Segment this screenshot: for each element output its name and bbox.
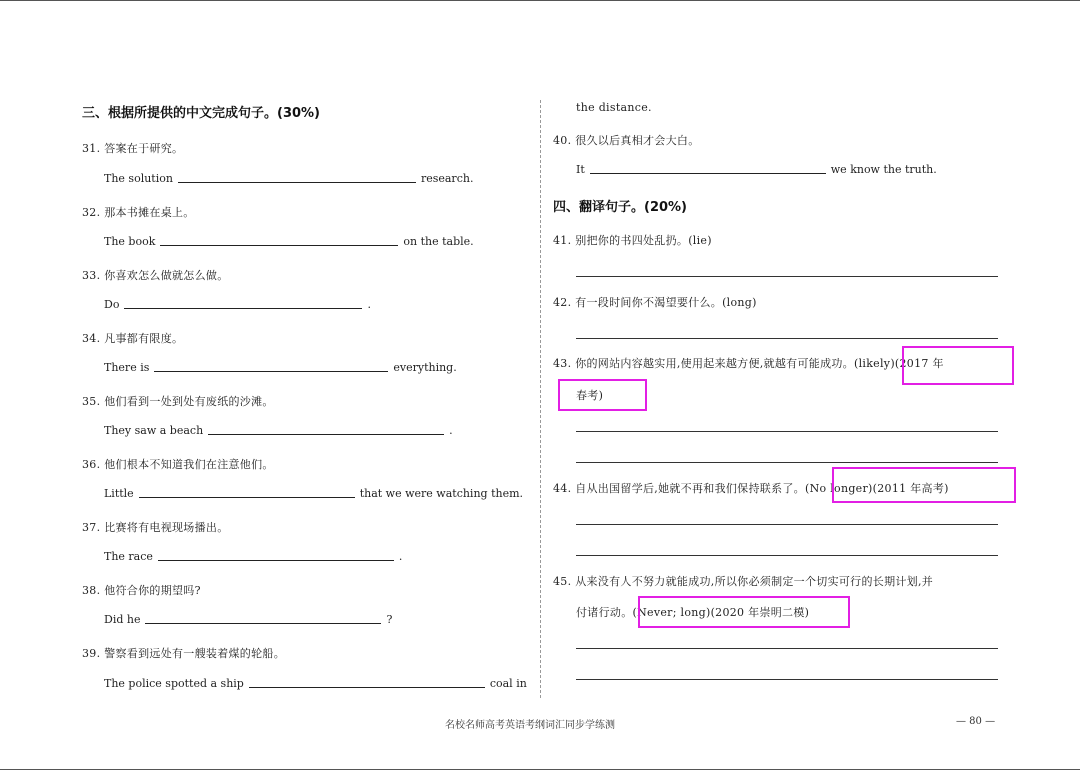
question-35-after: . [449, 424, 453, 437]
question-34-blank[interactable] [154, 370, 388, 372]
question-45-prompt-line1: 45. 从来没有人不努力就能成功,所以你必须制定一个切实可行的长期计划,并 [553, 575, 934, 588]
question-40-answer-line [576, 163, 937, 176]
question-32-blank[interactable] [160, 244, 398, 246]
question-31-answer-line [104, 172, 473, 185]
question-33-after: . [367, 298, 371, 311]
question-31-after: research. [420, 172, 474, 185]
question-45-answer-rule-1[interactable] [576, 648, 998, 649]
page-top-border [0, 0, 1080, 1]
question-36-blank[interactable] [139, 496, 355, 498]
question-40-after: we know the truth. [830, 163, 937, 176]
question-35-blank[interactable] [208, 433, 444, 435]
question-33-blank[interactable] [124, 307, 362, 309]
question-42-answer-rule[interactable] [576, 338, 998, 339]
question-37-after: . [398, 550, 403, 563]
question-39-continuation: the distance. [576, 101, 652, 114]
question-33-answer-line [104, 298, 371, 311]
question-43-prompt-line2: 春考) [576, 389, 604, 402]
question-40-blank[interactable] [590, 172, 826, 174]
question-34-before: There is [104, 361, 150, 374]
question-36-prompt: 36. 他们根本不知道我们在注意他们。 [82, 458, 274, 471]
question-43-answer-rule-2[interactable] [576, 462, 998, 463]
question-38-after: ? [386, 613, 393, 626]
page-bottom-border [0, 769, 1080, 770]
question-37-blank[interactable] [158, 559, 394, 561]
question-43-prompt-line1: 43. 你的网站内容越实用,使用起来越方便,就越有可能成功。(likely)(2017 年 [553, 357, 944, 370]
question-33-prompt: 33. 你喜欢怎么做就怎么做。 [82, 269, 229, 282]
question-36-before: Little [104, 487, 134, 500]
question-41-answer-rule[interactable] [576, 276, 998, 277]
question-38-answer-line [104, 613, 392, 626]
question-37-prompt: 37. 比赛将有电视现场播出。 [82, 521, 229, 534]
question-40-before: It [576, 163, 585, 176]
question-45-prompt-line2: 付诸行动。(Never; long)(2020 年崇明二模) [576, 606, 810, 619]
question-31-prompt: 31. 答案在于研究。 [82, 142, 184, 155]
question-32-after: on the table. [403, 235, 474, 248]
question-44-answer-rule-1[interactable] [576, 524, 998, 525]
question-32-answer-line [104, 235, 474, 248]
question-36-after: that we were watching them. [359, 487, 524, 500]
question-32-before: The book [104, 235, 156, 248]
question-39-answer-line [104, 677, 527, 690]
question-43-highlight-box-2 [558, 379, 647, 411]
question-34-after: everything. [393, 361, 457, 374]
question-44-prompt: 44. 自从出国留学后,她就不再和我们保持联系了。(No longer)(2011 年高考) [553, 482, 949, 495]
question-37-answer-line [104, 550, 402, 563]
question-36-answer-line [104, 487, 523, 500]
question-34-prompt: 34. 凡事都有限度。 [82, 332, 184, 345]
question-45-answer-rule-2[interactable] [576, 679, 998, 680]
question-35-answer-line [104, 424, 453, 437]
question-31-blank[interactable] [178, 181, 416, 183]
question-37-before: The race [104, 550, 153, 563]
question-39-after: coal in [489, 677, 527, 690]
question-45-highlight-box [638, 596, 850, 628]
page-number: — 80 — [956, 716, 996, 727]
question-32-prompt: 32. 那本书摊在桌上。 [82, 206, 195, 219]
question-39-before: The police spotted a ship [104, 677, 244, 690]
question-38-prompt: 38. 他符合你的期望吗? [82, 584, 201, 597]
question-38-blank[interactable] [145, 622, 381, 624]
column-divider [540, 100, 541, 698]
question-42-prompt: 42. 有一段时间你不渴望要什么。(long) [553, 296, 757, 309]
question-39-prompt: 39. 警察看到远处有一艘装着煤的轮船。 [82, 647, 285, 660]
question-34-answer-line [104, 361, 457, 374]
section-title-4: 四、翻译句子。(20%) [553, 200, 687, 215]
question-44-answer-rule-2[interactable] [576, 555, 998, 556]
question-31-before: The solution [104, 172, 173, 185]
question-41-prompt: 41. 别把你的书四处乱扔。(lie) [553, 234, 712, 247]
question-35-before: They saw a beach [104, 424, 204, 437]
question-40-prompt: 40. 很久以后真相才会大白。 [553, 134, 700, 147]
section-title-3: 三、根据所提供的中文完成句子。(30%) [82, 106, 320, 121]
question-33-before: Do [104, 298, 120, 311]
question-44-highlight-box [832, 467, 1016, 503]
question-35-prompt: 35. 他们看到一处到处有废纸的沙滩。 [82, 395, 274, 408]
footer-book-title: 名校名师高考英语考纲词汇同步学练测 [445, 720, 615, 731]
question-39-blank[interactable] [249, 686, 485, 688]
question-43-highlight-box [902, 346, 1014, 385]
question-38-before: Did he [104, 613, 141, 626]
question-43-answer-rule-1[interactable] [576, 431, 998, 432]
